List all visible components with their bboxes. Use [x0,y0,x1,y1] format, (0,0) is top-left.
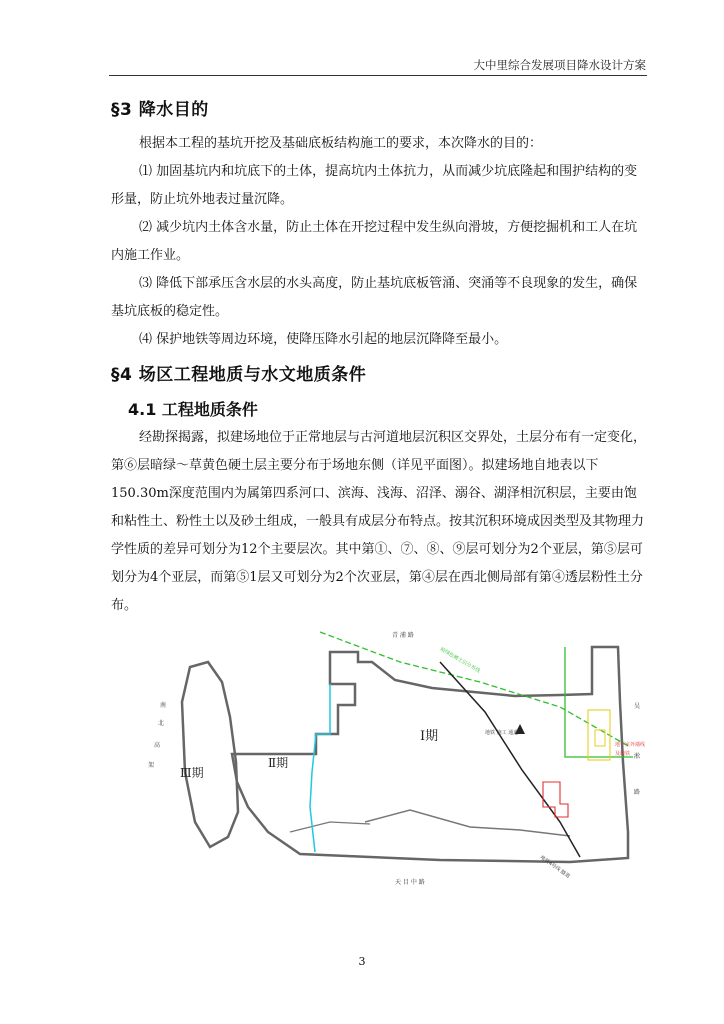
section-3-intro: 根据本工程的基坑开挖及基础底板结构施工的要求，本次降水的目的： [139,136,543,151]
red-label-1: 地下室外墙线 [615,742,646,748]
road-right-label-3: 路 [634,789,641,796]
section-3-item-3: ⑶ 降低下部承压含水层的水头高度，防止基坑底板管涌、突涌等不良现象的发生，确保基坑底板的稳定性。 [111,276,638,319]
section-3-item-1: ⑴ 加固基坑内和坑底下的土体，提高坑内土体抗力，从而减少坑底隆起和围护结构的变形量，防止坑外地表过量沉降。 [111,164,638,207]
phase-3-label: Ⅲ期 [180,766,204,780]
yellow-building [588,710,610,760]
road-right-label-1: 吴 [634,703,641,710]
section-4-1-heading: 4.1 工程地质条件 [128,400,258,419]
section-3-item-2: ⑵ 减少坑内土体含水量，防止土体在开挖过程中发生纵向滑坡，方便挖掘机和工人在坑内施工作业。 [111,220,638,263]
road-left-label-1: 南 [160,702,167,709]
header-rule [109,75,647,76]
phase-2-label: Ⅱ期 [268,756,289,770]
section-3-heading: §3 降水目的 [111,100,209,120]
road-left-label-3: 高 [154,742,161,749]
page-number: 3 [358,955,366,968]
section-4-heading: §4 场区工程地质与水文地质条件 [111,365,367,385]
hard-soil-boundary-line [320,632,630,747]
site-plan-figure [140,622,646,892]
metro-access-label: 地铁 施工 通道 [485,730,519,736]
road-right-label-2: 淞 [634,753,641,760]
section-4-1-paragraph: 经勘探揭露，拟建场地位于正常地层与古河道地层沉积区交界处，土层分布有一定变化，第⑥层暗绿～草黄色硬土层主要分布于场地东侧（详见平面图）。拟建场地自地表以下150.30m深度范围内为属第四系河口、滨海、浅海、沼泽、溺谷、湖泽相沉积层，主要由饱和粘性土、粉性土以及砂土组成，一般具有成层分布特点。按其沉积环境成因类型及其物理力学性质的差异可划分为12个主要层次。其中第①、⑦、⑧、⑨层可划分为2个亚层，第⑤层可划分为4个亚层，而第⑤1层又可划分为2个次亚层，第④层在西北侧局部有第④透层粉性土分布。 [111,430,647,613]
road-bottom-label: 天 目 中 路 [395,879,425,886]
road-left-label-4: 架 [148,762,155,769]
metro-tunnel-label: 地铁4号线 隧道 [538,854,571,880]
green-line-label: 暗绿色硬土层分布线 [439,646,481,675]
phase-1-label: Ⅰ期 [420,729,439,744]
red-building [543,782,568,817]
basin-inner-line-2 [290,822,370,832]
section-3-item-4: ⑷ 保护地铁等周边环境，使降压降水引起的地层沉降降至最小。 [139,332,508,347]
basin-inner-line [365,810,570,836]
red-label-2: 及地铁 [615,751,631,757]
road-left-label-2: 北 [158,720,165,727]
phase-3-outline [182,662,238,847]
road-top-label: 青 浦 路 [392,632,414,639]
running-header: 大中里综合发展项目降水设计方案 [473,58,646,72]
